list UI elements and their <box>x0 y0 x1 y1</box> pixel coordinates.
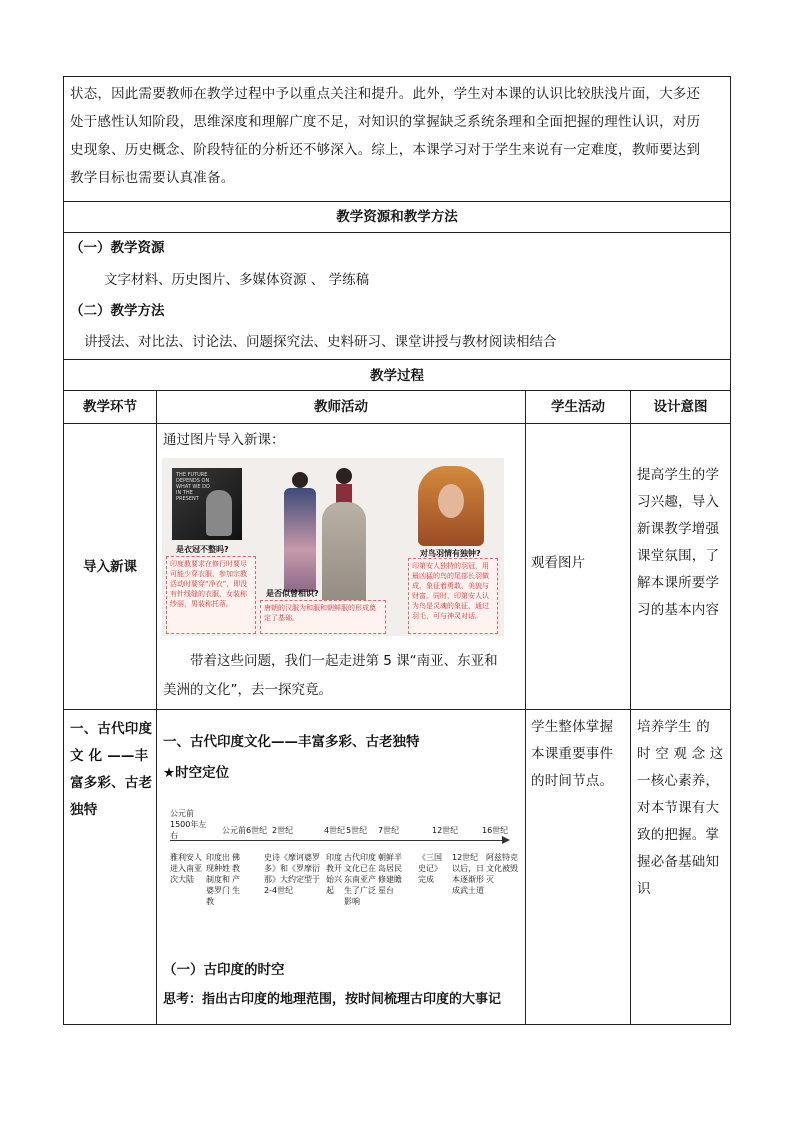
para-line-1: 状态，因此需要教师在教学过程中予以重点关注和提升。此外，学生对本课的认识比较肤浅片面，大多还 <box>70 86 701 102</box>
row2-student <box>531 714 629 795</box>
resources-heading: 教学资源和教学方法 <box>336 209 458 225</box>
intent-line: 时 空 观 念 这 <box>637 746 724 762</box>
row2-sub: （一）古印度的时空 <box>163 962 285 978</box>
tick-label: 16世纪 <box>482 826 509 835</box>
row1-outro-2: 美洲的文化”，去一探究竟。 <box>163 682 332 698</box>
tick-label: 公元前1500年左右 <box>170 809 207 840</box>
timeline-axis <box>170 840 506 841</box>
timeline <box>162 800 522 940</box>
process-heading: 教学过程 <box>370 368 424 384</box>
col-label-student: 学生活动 <box>551 399 605 415</box>
note-hindu: 印度教要求在修行时要尽可能少穿衣服，参加宗教活动时要穿“净衣”，即没有针线缝的衣服，女装称纱丽，男装称托蒂。 <box>166 556 256 634</box>
event-label: 印度出现种姓制度和婆罗门教 <box>206 853 230 906</box>
methods-text2: 讲授法、对比法、讨论法、问题探究法、史料研习、课堂讲授与教材阅读相结合 <box>84 334 557 350</box>
native-portrait <box>418 466 484 546</box>
caption-q3: 对鸟羽情有独钟? <box>420 549 481 558</box>
event-label: 印度教开始兴起 <box>326 853 342 895</box>
intent-line: 课堂氛围，了 <box>637 548 720 564</box>
figure-silhouette <box>206 490 232 536</box>
resources-text1: 文字材料、历史图片、多媒体资源 、 学练稿 <box>104 272 370 288</box>
intent-line: 对本节课有大 <box>637 800 720 816</box>
hanbok-figure <box>322 468 366 616</box>
stage-line: 富多彩、古老 <box>70 775 153 791</box>
tick-label: 公元前6世纪 <box>222 826 268 835</box>
row1-intro: 通过图片导入新课： <box>163 432 285 448</box>
intent-line: 习兴趣，导入 <box>637 494 720 510</box>
event-label: 佛教产生 <box>232 853 240 895</box>
student-line: 本课重要事件 <box>531 746 614 762</box>
note-tang: 唐朝的汉服为和服和朝鲜服的形成奠定了基础。 <box>260 600 386 634</box>
para-line-4: 教学目标也需要认真准备。 <box>70 170 235 186</box>
intent-line: 致的把握。掌 <box>637 827 720 843</box>
para-line-2: 处于感性认知阶段，思维深度和理解广度不足，对知识的掌握缺乏系统条理和全面把握的理性认识，对历 <box>70 114 701 130</box>
event-label: 12世纪以后，日本逐渐形成武士道 <box>452 853 484 895</box>
row2-title: 一、古代印度文化——丰富多彩、古老独特 <box>163 734 420 750</box>
note-native: 印第安人独特的羽冠，用最凶猛的鸟的尾部长羽做成，象征着勇敢、美貌与财富。同时，印第安人认为鸟是灵魂的象征，通过羽毛，可与神灵对话。 <box>408 558 498 634</box>
caption-q1: 是衣冠不整吗? <box>176 545 229 554</box>
stage-line: 文 化 ——丰 <box>70 748 149 764</box>
tick-label: 12世纪 <box>432 826 459 835</box>
row2-think: 思考：指出古印度的地理范围，按时间梳理古印度的大事记 <box>163 992 502 1007</box>
gandhi-photo <box>172 468 242 540</box>
student-line: 的时间节点。 <box>531 773 614 789</box>
intent-line: 习的基本内容 <box>637 602 720 618</box>
row1-stage: 导入新课 <box>83 559 137 575</box>
row2-stage <box>70 716 154 824</box>
intent-line: 识 <box>637 881 651 897</box>
event-label: 《三国史记》完成 <box>418 853 442 884</box>
methods-sub2: （二）教学方法 <box>70 303 165 319</box>
tick-label: 5世纪 <box>346 826 368 835</box>
col-label-stage: 教学环节 <box>83 399 137 415</box>
resources-sub1: （一）教学资源 <box>70 240 165 256</box>
event-label: 古代印度文化已在东南亚产生了广泛影响 <box>344 853 376 906</box>
kimono-figure <box>282 472 318 592</box>
row2-intent <box>637 714 729 903</box>
intent-line: 解本课所要学 <box>637 575 720 591</box>
intro-picture <box>162 458 504 636</box>
intent-line: 握必备基础知 <box>637 854 720 870</box>
tick-label: 4世纪 <box>324 826 346 835</box>
caption-q2: 是否似曾相识? <box>266 589 319 598</box>
stage-line: 独特 <box>70 802 98 818</box>
intent-line: 提高学生的学 <box>637 467 720 483</box>
student-line: 学生整体掌握 <box>531 719 614 735</box>
col-label-intent: 设计意图 <box>653 399 708 415</box>
col-label-teacher: 教师活动 <box>314 399 368 415</box>
intent-line: 培养学生 的 <box>637 719 710 735</box>
event-label: 阿兹特克文化被毁灭 <box>486 853 518 884</box>
event-label: 雅利安人进入南亚次大陆 <box>170 853 202 884</box>
event-label: 史诗《摩诃婆罗多》和《罗摩衍那》大约定型于2-4世纪 <box>264 853 320 895</box>
row1-student: 观看图片 <box>531 555 585 571</box>
tick-label: 2世纪 <box>272 826 294 835</box>
photo-poster-text: THE FUTURE DEPENDS ON WHAT WE DO IN THE PRESENT <box>176 472 210 502</box>
row1-outro-1: 带着这些问题，我们一起走进第 5 课“南亚、东亚和 <box>190 653 498 669</box>
intent-line: 新课教学增强 <box>637 521 720 537</box>
intent-line: 一核心素养， <box>637 773 720 789</box>
para-line-3: 史现象、历史概念、阶段特征的分析还不够深入。综上，本课学习对于学生来说有一定难度，教师要达到 <box>70 142 701 158</box>
row2-star: ★时空定位 <box>163 765 230 781</box>
stage-line: 一、古代印度 <box>70 721 153 737</box>
timeline-arrow <box>502 836 510 844</box>
event-label: 朝鲜半岛居民修建瞻星台 <box>378 853 402 895</box>
row1-intent <box>637 462 729 624</box>
top-paragraph <box>70 80 730 192</box>
tick-label: 7世纪 <box>378 826 400 835</box>
